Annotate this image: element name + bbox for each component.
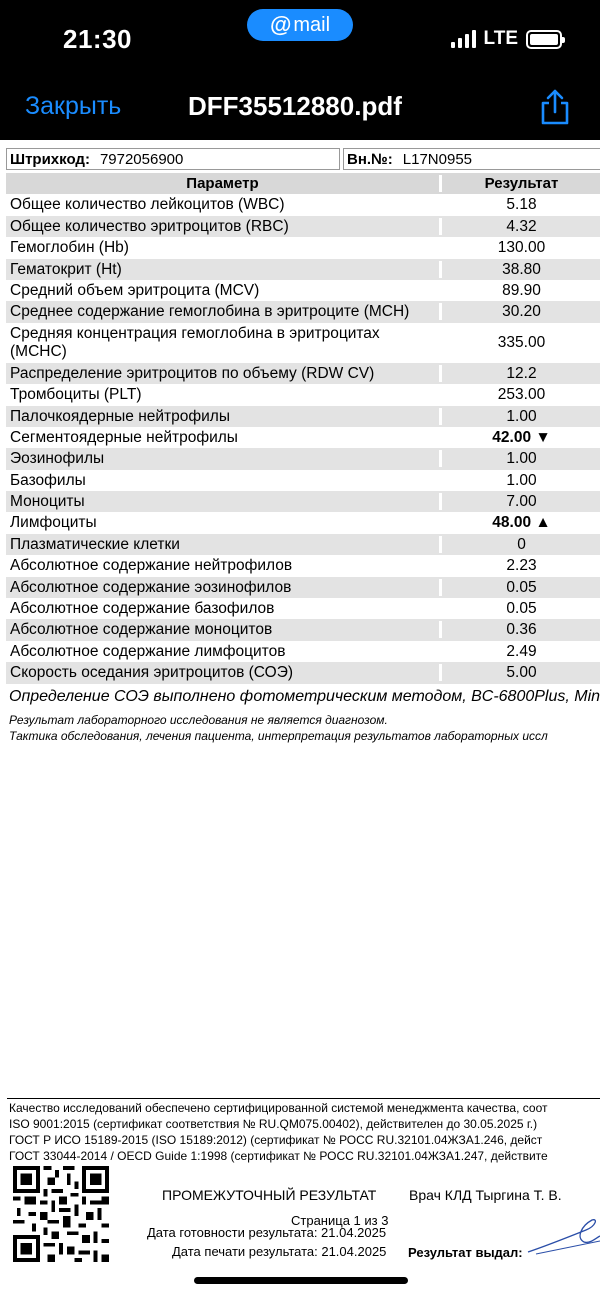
home-indicator[interactable] bbox=[194, 1277, 408, 1284]
certification-line-3: ГОСТ Р ИСО 15189-2015 (ISO 15189:2012) (сертификат № РОСС RU.32101.04ЖЗА1.246, дейст bbox=[9, 1133, 543, 1147]
result-cell: 12.2 bbox=[506, 364, 537, 382]
parameter-cell: Абсолютное содержание моноцитов bbox=[10, 621, 273, 639]
battery-icon bbox=[526, 30, 562, 49]
parameter-cell: Средний объем эритроцита (MCV) bbox=[10, 281, 260, 299]
table-row bbox=[6, 384, 600, 405]
mail-app-pill[interactable] bbox=[247, 9, 353, 41]
result-cell: 130.00 bbox=[497, 239, 546, 257]
result-cell: 2.23 bbox=[506, 557, 537, 575]
certification-line-1: Качество исследований обеспечено сертифицированной системой менеджмента качества, соот bbox=[9, 1101, 548, 1115]
document-title: DFF35512880.pdf bbox=[188, 91, 402, 121]
result-cell: 5.00 bbox=[506, 664, 537, 682]
network-type: LTE bbox=[483, 28, 518, 49]
table-header bbox=[6, 173, 600, 194]
table-row bbox=[6, 555, 600, 576]
parameter-cell: Абсолютное содержание нейтрофилов bbox=[10, 557, 293, 575]
parameter-cell: Эозинофилы bbox=[10, 450, 105, 468]
certification-line-2: ISO 9001:2015 (сертификат соответствия № RU.QM075.00402), действителен до 30.05.2025 г.) bbox=[9, 1117, 538, 1131]
mail-pill-label: mail bbox=[293, 13, 331, 36]
parameter-cell: Скорость оседания эритроцитов (СОЭ) bbox=[10, 664, 293, 682]
table-row bbox=[6, 577, 600, 598]
result-cell: 0.05 bbox=[506, 578, 537, 596]
result-cell: 48.00 ▲ bbox=[492, 514, 551, 532]
result-cell: 1.00 bbox=[506, 450, 537, 468]
parameter-cell: Гемоглобин (Hb) bbox=[10, 239, 129, 257]
table-row bbox=[6, 641, 600, 662]
table-row bbox=[6, 406, 600, 427]
qr-code-icon bbox=[12, 1166, 110, 1262]
table-row bbox=[6, 427, 600, 448]
table-row bbox=[6, 301, 600, 322]
at-icon: @ bbox=[269, 12, 292, 37]
status-time: 21:30 bbox=[63, 24, 132, 54]
table-row bbox=[6, 491, 600, 512]
table-row bbox=[6, 323, 600, 363]
parameter-cell: Абсолютное содержание эозинофилов bbox=[10, 578, 292, 596]
parameter-cell: Абсолютное содержание лимфоцитов bbox=[10, 642, 286, 660]
result-cell: 0 bbox=[517, 535, 526, 553]
header-result: Результат bbox=[484, 175, 559, 192]
page-indicator: Страница 1 из 3 bbox=[291, 1213, 389, 1228]
result-cell: 42.00 ▼ bbox=[492, 428, 551, 446]
internal-number-field bbox=[343, 148, 600, 170]
doctor-name: Врач КЛД Тыргина Т. В. bbox=[409, 1187, 562, 1203]
results-table bbox=[6, 173, 600, 684]
parameter-cell: Сегментоядерные нейтрофилы bbox=[10, 428, 238, 446]
parameter-cell: Абсолютное содержание базофилов bbox=[10, 600, 275, 618]
signature-icon bbox=[526, 1208, 600, 1258]
barcode-label: Штрихкод: bbox=[10, 151, 90, 168]
parameter-cell: Тромбоциты (PLT) bbox=[10, 386, 142, 404]
table-row bbox=[6, 363, 600, 384]
parameter-cell: Среднее содержание гемоглобина в эритроците (MCH) bbox=[10, 303, 410, 321]
table-row bbox=[6, 280, 600, 301]
result-cell: 335.00 bbox=[497, 333, 546, 351]
parameter-cell: Средняя концентрация гемоглобина в эритроцитах (MCHC) bbox=[10, 324, 380, 360]
result-cell: 253.00 bbox=[497, 386, 546, 404]
certification-line-4: ГОСТ 33044-2014 / OECD Guide 1:1998 (сертификат № РОСС RU.32101.04ЖЗА1.247, действите bbox=[9, 1149, 548, 1163]
issued-by-label: Результат выдал: bbox=[408, 1245, 523, 1260]
result-cell: 5.18 bbox=[506, 196, 537, 214]
header-parameter: Параметр bbox=[186, 175, 259, 192]
table-row bbox=[6, 512, 600, 533]
table-row bbox=[6, 237, 600, 258]
footer-divider bbox=[7, 1098, 600, 1099]
disclaimer-line-2: Тактика обследования, лечения пациента, интерпретация результатов лабораторных иссл bbox=[9, 729, 548, 743]
disclaimer-line-1: Результат лабораторного исследования не является диагнозом. bbox=[9, 713, 388, 727]
result-cell: 2.49 bbox=[506, 642, 537, 660]
parameter-cell: Гематокрит (Ht) bbox=[10, 260, 122, 278]
interim-result-label: ПРОМЕЖУТОЧНЫЙ РЕЗУЛЬТАТ bbox=[162, 1187, 377, 1203]
table-row bbox=[6, 470, 600, 491]
result-cell: 1.00 bbox=[506, 471, 537, 489]
close-button[interactable]: Закрыть bbox=[25, 92, 122, 120]
parameter-cell: Общее количество эритроцитов (RBC) bbox=[10, 217, 289, 235]
share-icon[interactable] bbox=[538, 88, 572, 126]
result-cell: 0.36 bbox=[506, 621, 537, 639]
table-row bbox=[6, 534, 600, 555]
result-cell: 30.20 bbox=[502, 303, 541, 321]
result-cell: 38.80 bbox=[502, 260, 541, 278]
parameter-cell: Общее количество лейкоцитов (WBC) bbox=[10, 196, 285, 214]
table-row bbox=[6, 216, 600, 237]
barcode-field bbox=[6, 148, 340, 170]
signal-icon bbox=[451, 30, 476, 48]
internal-number-value: L17N0955 bbox=[402, 151, 473, 168]
table-row bbox=[6, 194, 600, 215]
barcode-value: 7972056900 bbox=[99, 151, 184, 168]
print-date: Дата печати результата: 21.04.2025 bbox=[172, 1244, 387, 1259]
result-cell: 89.90 bbox=[502, 281, 541, 299]
parameter-cell: Моноциты bbox=[10, 493, 85, 511]
table-row bbox=[6, 619, 600, 640]
parameter-cell: Базофилы bbox=[10, 471, 86, 489]
result-cell: 1.00 bbox=[506, 407, 537, 425]
table-row bbox=[6, 598, 600, 619]
parameter-cell: Лимфоциты bbox=[10, 514, 97, 532]
pdf-page bbox=[0, 140, 600, 1280]
status-icons bbox=[451, 28, 562, 50]
table-row bbox=[6, 662, 600, 683]
table-row bbox=[6, 448, 600, 469]
parameter-cell: Палочкоядерные нейтрофилы bbox=[10, 407, 230, 425]
result-cell: 4.32 bbox=[506, 217, 537, 235]
result-cell: 0.05 bbox=[506, 600, 537, 618]
table-row bbox=[6, 259, 600, 280]
result-cell: 7.00 bbox=[506, 493, 537, 511]
parameter-cell: Плазматические клетки bbox=[10, 535, 180, 553]
internal-number-label: Вн.№: bbox=[347, 151, 393, 168]
method-note: Определение СОЭ выполнено фотометрическим методом, BC-6800Plus, Min bbox=[9, 688, 600, 705]
top-bar bbox=[0, 0, 600, 140]
parameter-cell: Распределение эритроцитов по объему (RDW CV) bbox=[10, 364, 375, 382]
ready-date: Дата готовности результата: 21.04.2025 bbox=[147, 1225, 387, 1240]
